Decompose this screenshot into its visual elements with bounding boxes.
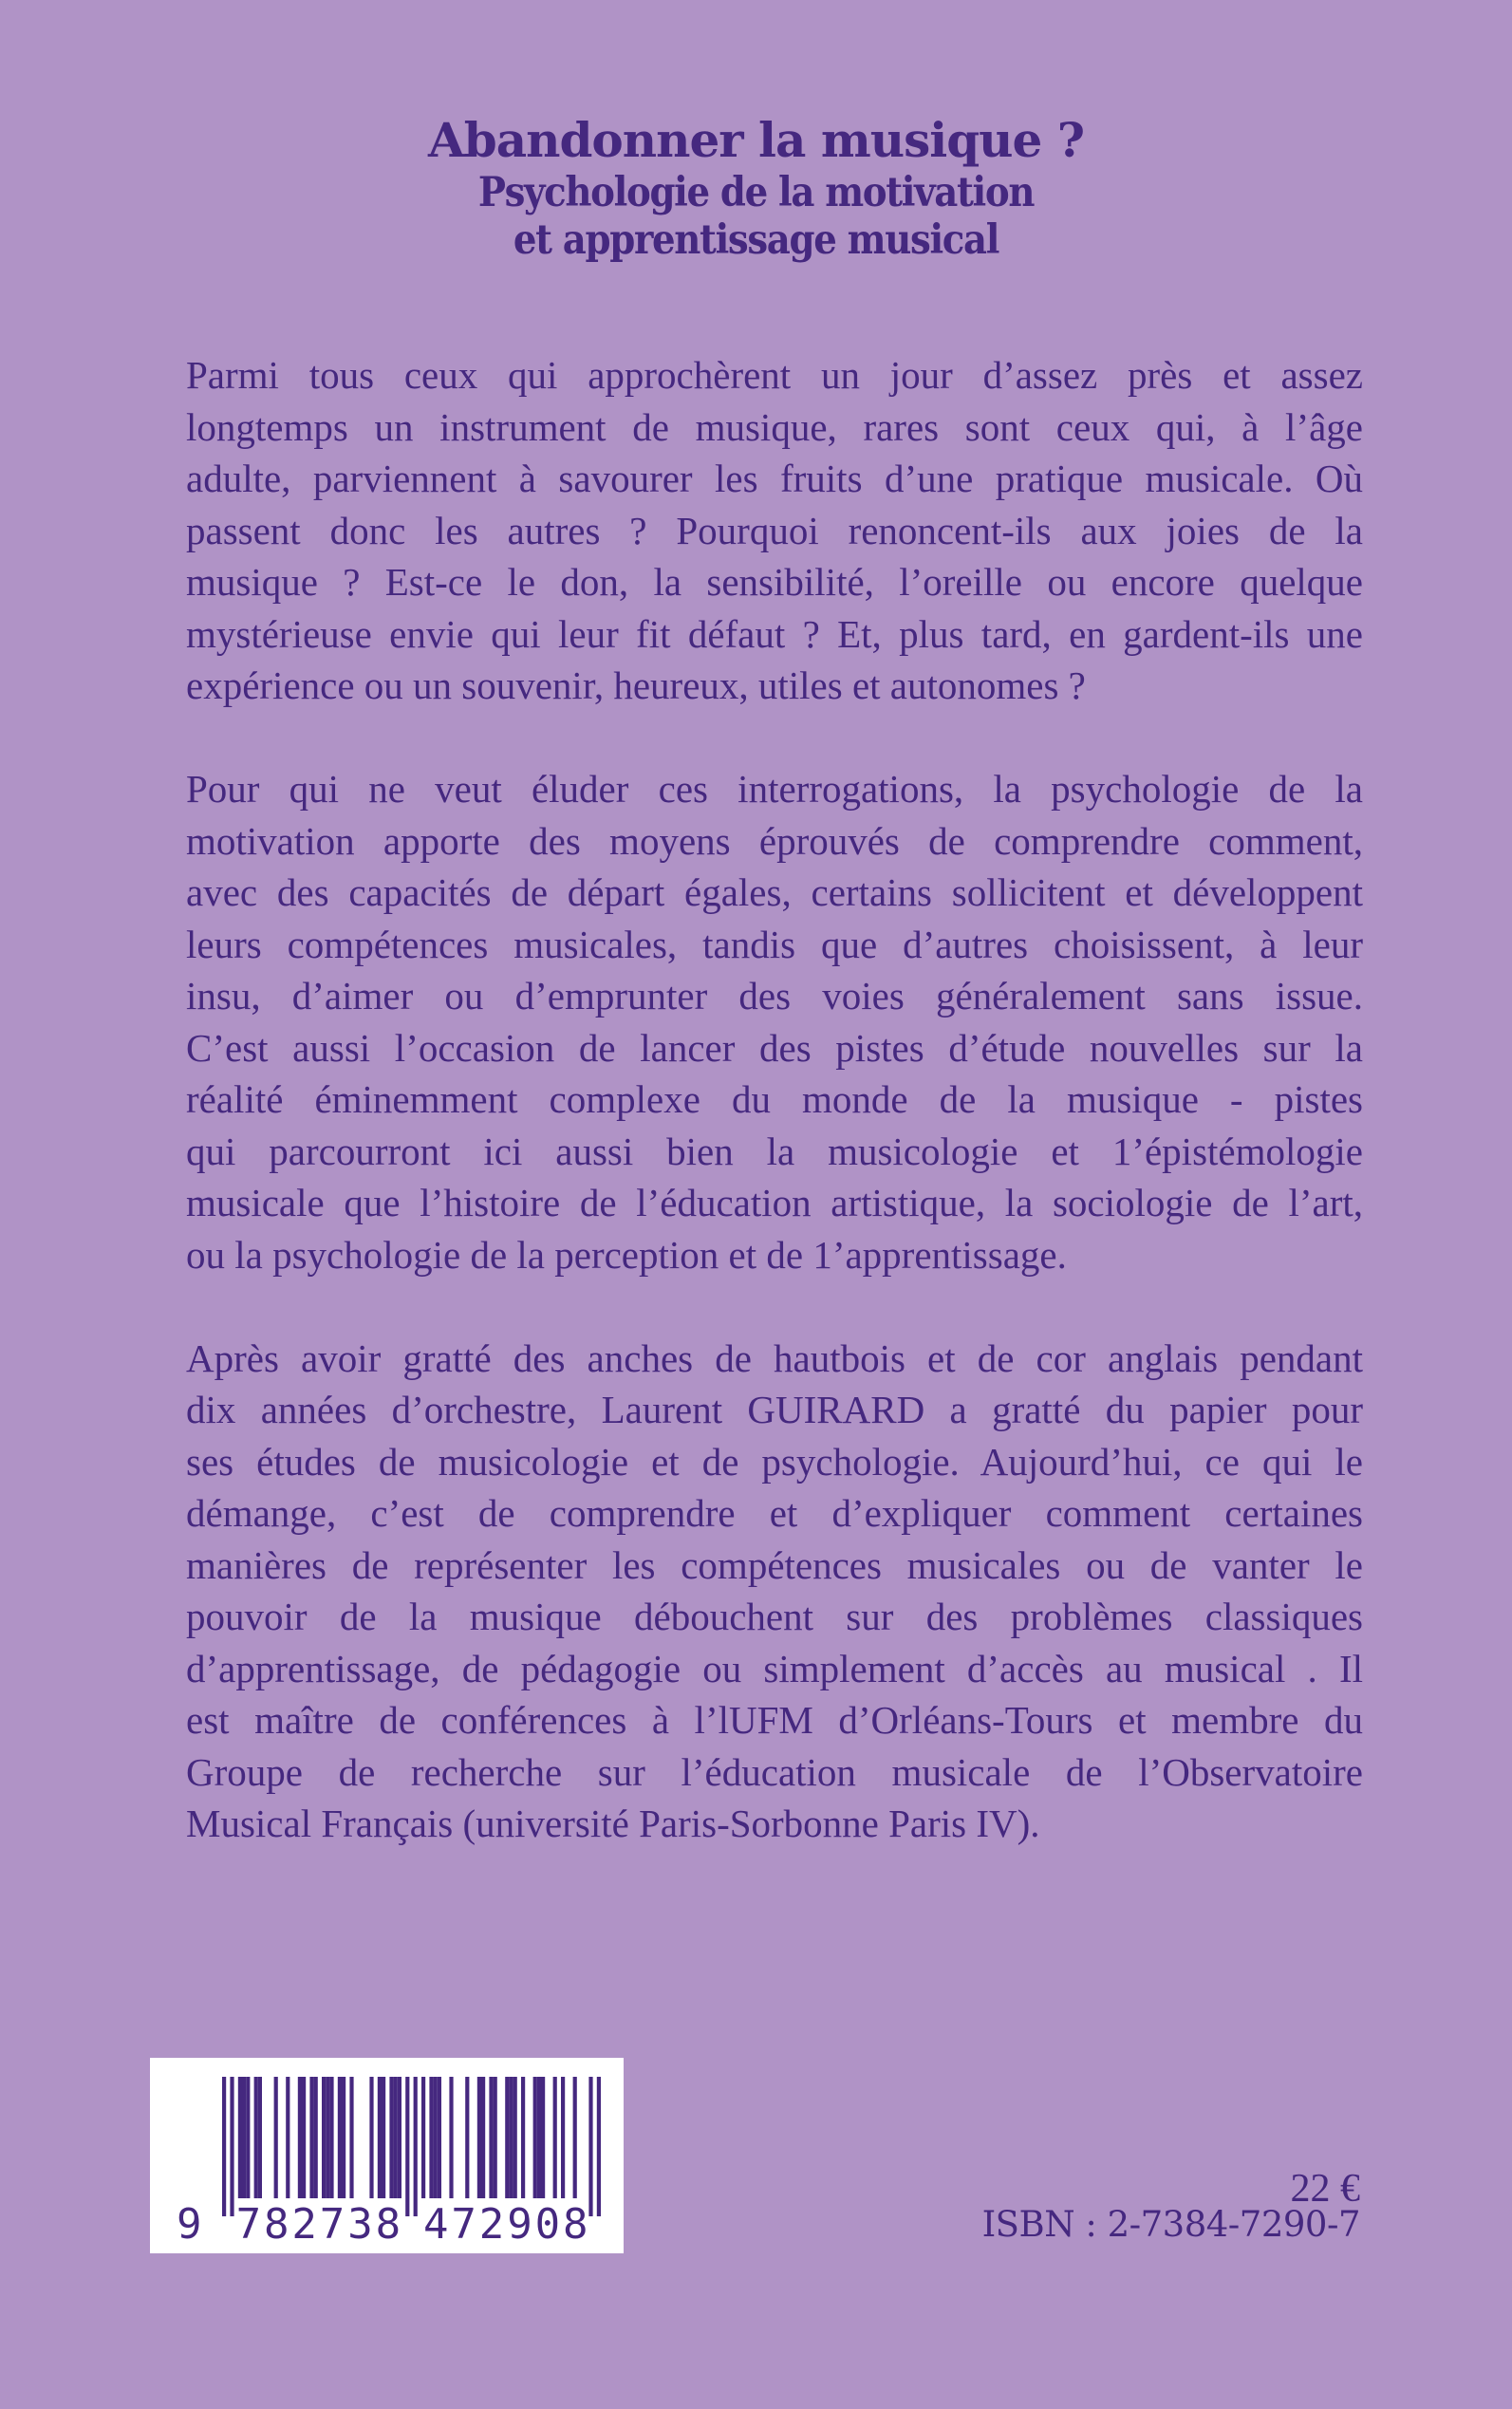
svg-text:9: 9: [177, 2200, 202, 2249]
paragraph-author-bio: [186, 1333, 1363, 1850]
text-line: ou la psychologie de la perception et de 1’apprentissage.: [186, 1232, 1067, 1277]
svg-text:7: 7: [235, 2200, 262, 2249]
text-line: est maître de conférences à l’lUFM d’Orléans-Tours et membre du: [186, 1698, 1363, 1742]
text-line: Après avoir gratté des anches de hautbois et de cor anglais pendant: [186, 1335, 1363, 1380]
text-line: pouvoir de la musique débouchent sur des problèmes classiques: [186, 1595, 1363, 1638]
svg-text:7: 7: [451, 2200, 476, 2249]
isbn-label: ISBN : 2-7384-7290-7: [981, 2204, 1360, 2245]
text-line: musicale que l’histoire de l’éducation artistique, la sociologie de l’art,: [186, 1181, 1363, 1224]
paragraph-motivation: [186, 763, 1363, 1280]
svg-text:9: 9: [507, 2200, 532, 2249]
text-line: expérience ou un souvenir, heureux, utiles et autonomes ?: [186, 663, 1086, 707]
text-line: Parmi tous ceux qui approchèrent un jour d’assez près et assez: [186, 353, 1363, 397]
barcode: [150, 2058, 624, 2253]
text-line: longtemps un instrument de musique, rares sont ceux qui, à l’âge: [186, 404, 1363, 449]
svg-text:0: 0: [534, 2200, 561, 2249]
text-line: ses études de musicologie et de psychologie. Aujourd’hui, ce qui le: [186, 1439, 1363, 1484]
text-line: qui parcourront ici aussi bien la musicologie et 1’épistémologie: [186, 1129, 1363, 1173]
text-line: dix années d’orchestre, Laurent GUIRARD a gratté du papier pour: [186, 1388, 1363, 1431]
text-line: leurs compétences musicales, tandis que d’autres choisissent, à leur: [186, 922, 1363, 966]
text-line: manières de représenter les compétences musicales ou de vanter le: [186, 1542, 1363, 1587]
svg-text:2: 2: [478, 2200, 505, 2249]
text-line: Musical Français (université Paris-Sorbonne Paris IV).: [186, 1802, 1040, 1845]
text-line: mystérieuse envie qui leur fit défaut ? Et, plus tard, en gardent-ils une: [186, 611, 1363, 656]
text-line: motivation apporte des moyens éprouvés de comprendre comment,: [186, 818, 1363, 863]
book-title: Abandonner la musique ?: [427, 112, 1085, 168]
svg-text:8: 8: [264, 2200, 289, 2249]
text-line: réalité éminemment complexe du monde de la musique - pistes: [186, 1077, 1363, 1121]
svg-text:8: 8: [375, 2200, 401, 2249]
text-line: adulte, parviennent à savourer les fruits d’une pratique musicale. Où: [186, 457, 1363, 500]
text-line: C’est aussi l’occasion de lancer des pistes d’étude nouvelles sur la: [186, 1025, 1363, 1070]
blurb-text: [186, 349, 1363, 1901]
text-line: Groupe de recherche sur l’éducation musicale de l’Observatoire: [186, 1749, 1363, 1794]
text-line: d’apprentissage, de pédagogie ou simplement d’accès au musical . Il: [186, 1646, 1363, 1690]
svg-text:2: 2: [291, 2200, 317, 2249]
text-line: musique ? Est-ce le don, la sensibilité, l’oreille ou encore quelque: [186, 560, 1363, 604]
svg-text:4: 4: [423, 2200, 449, 2249]
ean13-barcode-icon: [150, 2058, 624, 2253]
text-line: Pour qui ne veut éluder ces interrogations, la psychologie de la: [186, 767, 1363, 811]
book-subtitle-line-1: Psychologie de la motivation: [477, 169, 1035, 216]
svg-text:7: 7: [319, 2200, 345, 2249]
title-block: [0, 112, 1512, 264]
text-line: passent donc les autres ? Pourquoi renoncent-ils aux joies de la: [186, 508, 1363, 552]
text-line: insu, d’aimer ou d’emprunter des voies généralement sans issue.: [186, 974, 1363, 1018]
price-label: 22 €: [1290, 2167, 1360, 2211]
paragraph-intro: [186, 349, 1363, 712]
svg-text:8: 8: [563, 2200, 588, 2249]
svg-text:3: 3: [347, 2200, 373, 2249]
text-line: avec des capacités de départ égales, certains sollicitent et développent: [186, 870, 1363, 914]
book-subtitle-line-2: et apprentissage musical: [513, 216, 999, 264]
text-line: démange, c’est de comprendre et d’expliquer comment certaines: [186, 1491, 1363, 1535]
